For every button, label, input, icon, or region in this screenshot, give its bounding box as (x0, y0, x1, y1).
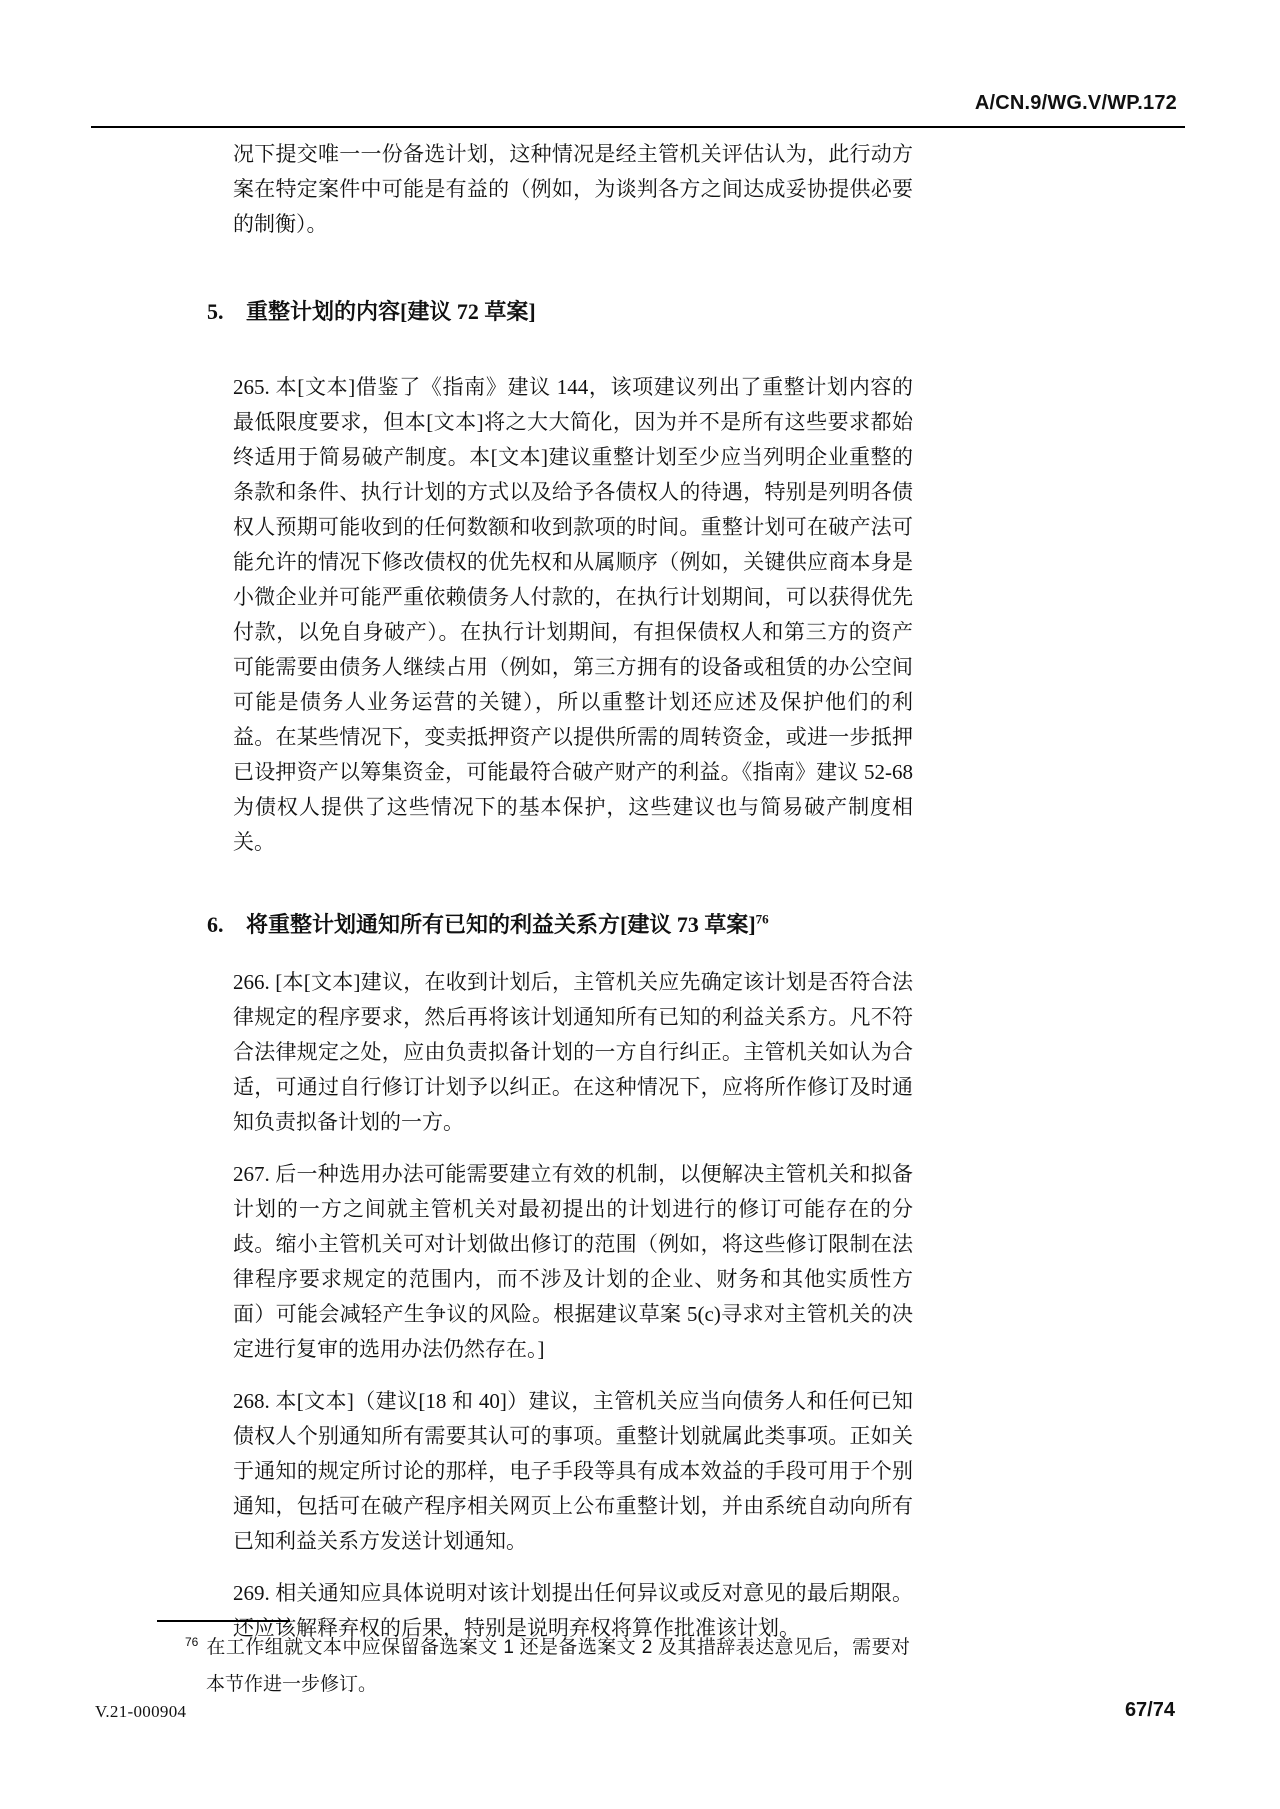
footnote-76 (185, 1629, 910, 1703)
document-body (207, 137, 913, 1663)
section-6-title: 将重整计划通知所有已知的利益关系方[建议 73 草案] (246, 912, 756, 937)
header-rule (91, 126, 1185, 128)
paragraph-269: 269. 相关通知应具体说明对该计划提出任何异议或反对意见的最后期限。还应该解释弃权的后果，特别是说明弃权将算作批准该计划。 (233, 1581, 913, 1640)
section-6-number: 6. (207, 912, 224, 937)
paragraph-266: 266. [本[文本]建议，在收到计划后，主管机关应先确定该计划是否符合法律规定的程序要求，然后再将该计划通知所有已知的利益关系方。凡不符合法律规定之处，应由负责拟备计划的一方自行纠正。主管机关如认为合适，可通过自行修订计划予以纠正。在这种情况下，应将所作修订及时通知负责拟备计划的一方。 (233, 970, 913, 1134)
footnote-76-body: $^{76}$ 在工作组就文本中应保留备选案文 1 还是备选案文 2 及其措辞表达意见后，需要对本节作进一步修订。 (185, 1634, 910, 1695)
section-heading-5 (207, 297, 913, 327)
section-5-title: 重整计划的内容[建议 72 草案] (246, 299, 536, 324)
paragraph-267: 267. 后一种选用办法可能需要建立有效的机制，以便解决主管机关和拟备计划的一方之间就主管机关对最初提出的计划进行的修订可能存在的分歧。缩小主管机关可对计划做出修订的范围（例如，将这些修订限制在法律程序要求规定的范围内，而不涉及计划的企业、财务和其他实质性方面）可能会减轻产生争议的风险。根据建议草案 5(c)寻求对主管机关的决定进行复审的选用办法仍然存在。] (233, 1162, 913, 1361)
paragraph-265: 265. 本[文本]借鉴了《指南》建议 144，该项建议列出了重整计划内容的最低限度要求，但本[文本]将之大大简化，因为并不是所有这些要求都始终适用于简易破产制度。本[文本]建议重整计划至少应当列明企业重整的条款和条件、执行计划的方式以及给予各债权人的待遇，特别是列明各债权人预期可能收到的任何数额和收到款项的时间。重整计划可在破产法可能允许的情况下修改债权的优先权和从属顺序（例如，关键供应商本身是小微企业并可能严重依赖债务人付款的，在执行计划期间，可以获得优先付款，以免自身破产）。在执行计划期间，有担保债权人和第三方的资产可能需要由债务人继续占用（例如，第三方拥有的设备或租赁的办公空间可能是债务人业务运营的关键），所以重整计划还应述及保护他们的利益。在某些情况下，变卖抵押资产以提供所需的周转资金，或进一步抵押已设押资产以筹集资金，可能最符合破产财产的利益。《指南》建议 52-68 为债权人提供了这些情况下的基本保护，这些建议也与简易破产制度相关。 (233, 375, 913, 854)
section-5-number: 5. (207, 299, 224, 324)
job-number: V.21-000904 (95, 1702, 187, 1721)
footnote-separator (157, 1620, 290, 1622)
section-heading-6 (207, 910, 913, 940)
document-symbol: A/CN.9/WG.V/WP.172 (974, 92, 1177, 114)
paragraph-268: 268. 本[文本]（建议[18 和 40]）建议，主管机关应当向债务人和任何已知债权人个别通知所有需要其认可的事项。重整计划就属此类事项。正如关于通知的规定所讨论的那样，电子手段等具有成本效益的手段可用于个别通知，包括可在破产程序相关网页上公布重整计划，并由系统自动向所有已知利益关系方发送计划通知。 (233, 1389, 913, 1553)
footnote-reference-76: 76 (755, 911, 769, 927)
page-number: 67/74 (1124, 1699, 1175, 1721)
footnote-76-text: 在工作组就文本中应保留备选案文 1 还是备选案文 2 及其措辞表达意见后，需要对本节作进一步修订。 (206, 1637, 910, 1695)
paragraph-264-continuation: 况下提交唯一一份备选计划，这种情况是经主管机关评估认为，此行动方案在特定案件中可能是有益的（例如，为谈判各方之间达成妥协提供必要的制衡）。 (233, 142, 913, 236)
